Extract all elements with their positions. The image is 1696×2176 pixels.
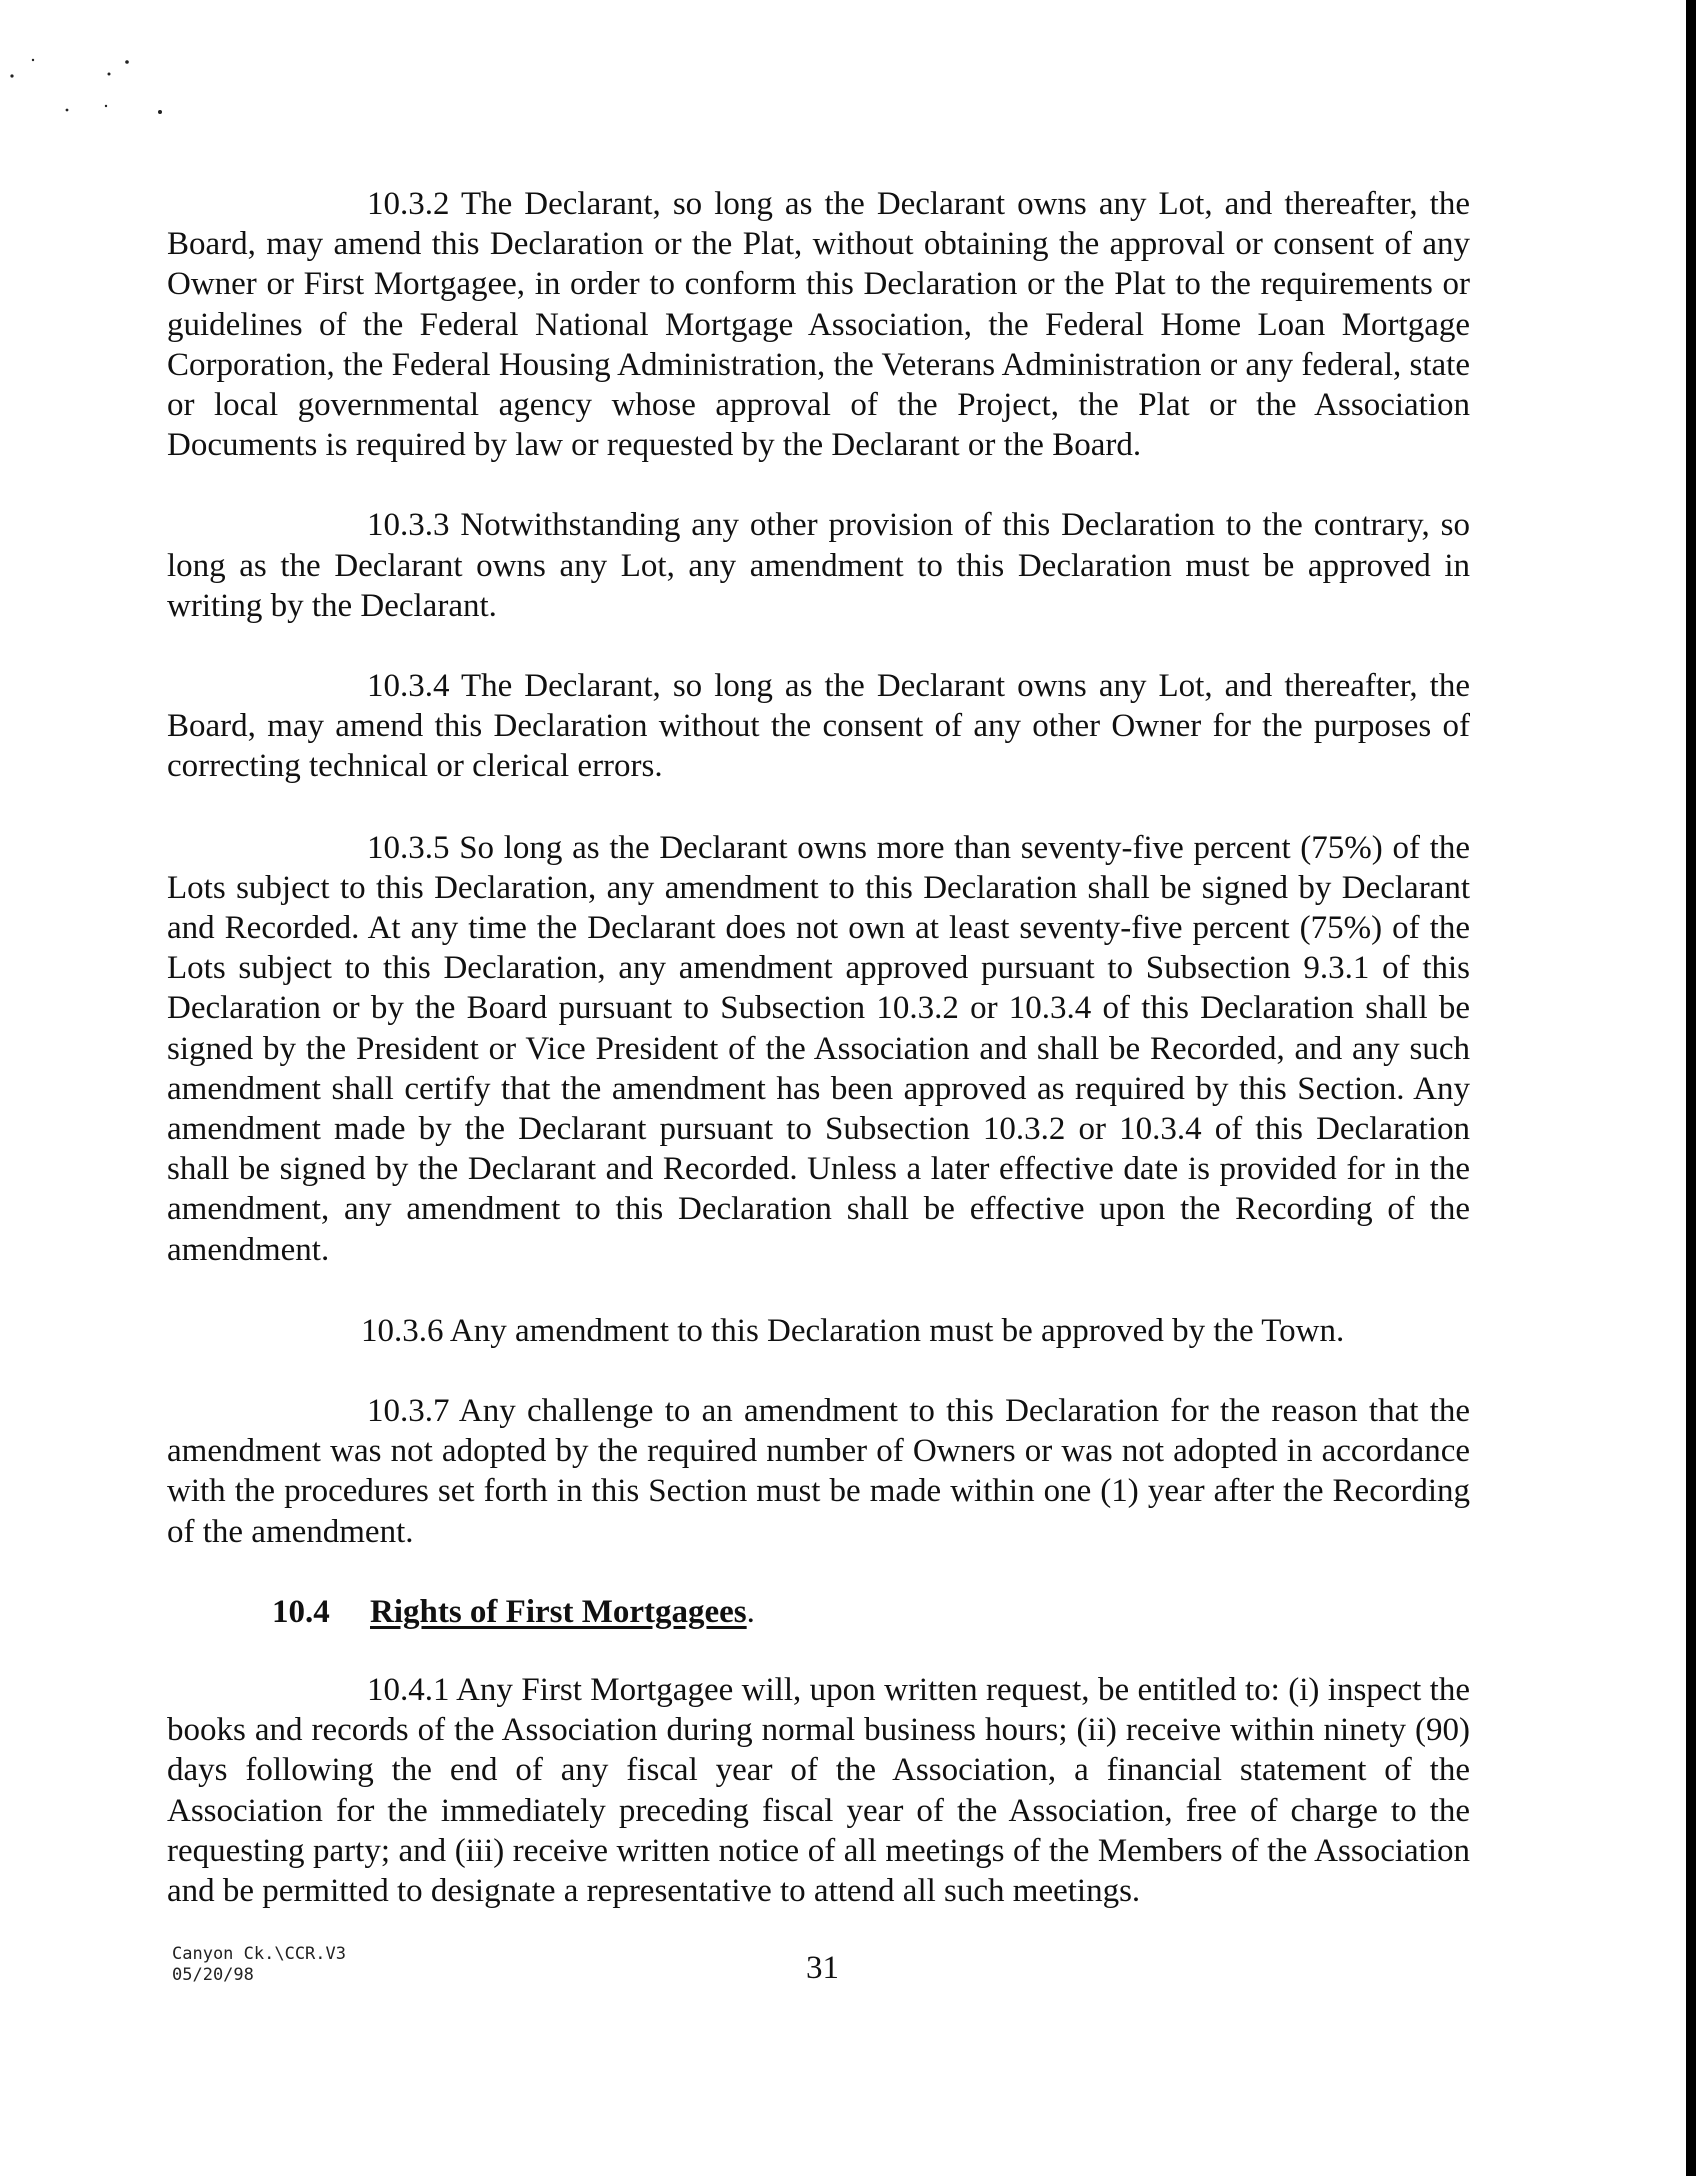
page-number: 31 bbox=[806, 1950, 839, 1986]
scan-edge-border bbox=[1686, 0, 1696, 2176]
paragraph-10-3-2: 10.3.2 The Declarant, so long as the Declarant owns any Lot, and thereafter, the Board, may amend this Declaration or the Plat, without obtaining the approval or consent of any Owner or First Mortgagee, in order to conform this Declaration or the Plat to the requirements or guidelines of the Federal National Mortgage Association, the Federal Home Loan Mortgage Corporation, the Federal Housing Administration, the Veterans Administration or any federal, state or local governmental agency whose approval of the Project, the Plat or the Association Documents is required by law or requested by the Declarant or the Board. bbox=[167, 186, 1470, 464]
section-title: Rights of First Mortgagees bbox=[370, 1593, 747, 1630]
scan-specks bbox=[0, 0, 200, 140]
section-heading-10-4 bbox=[167, 1592, 1470, 1632]
section-title-period: . bbox=[746, 1593, 755, 1630]
paragraph-10-3-6: 10.3.6 Any amendment to this Declaration must be approved by the Town. bbox=[361, 1312, 1345, 1349]
document-body bbox=[167, 184, 1470, 1911]
paragraph-10-3-5: 10.3.5 So long as the Declarant owns more than seventy-five percent (75%) of the Lots subject to this Declaration, any amendment to this Declaration shall be signed by Declarant and Recorded. At any time the Declarant does not own at least seventy-five percent (75%) of the Lots subject to this Declaration, any amendment approved pursuant to Subsection 9.3.1 of this Declaration or by the Board pursuant to Subsection 10.3.2 or 10.3.4 of this Declaration shall be signed by the President or Vice President of the Association and shall be Recorded, and any such amendment shall certify that the amendment has been approved as required by this Section. Any amendment made by the Declarant pursuant to Subsection 10.3.2 or 10.3.4 of this Declaration shall be signed by the Declarant and Recorded. Unless a later effective date is provided for in the amendment, any amendment to this Declaration shall be effective upon the Recording of the amendment. bbox=[167, 829, 1470, 1268]
footer-file-reference bbox=[172, 1944, 346, 1986]
footer-file-date: 05/20/98 bbox=[172, 1965, 254, 1985]
section-number: 10.4 bbox=[272, 1593, 330, 1630]
paragraph-10-3-3: 10.3.3 Notwithstanding any other provision of this Declaration to the contrary, so long as the Declarant owns any Lot, any amendment to this Declaration must be approved in writing by the Declarant. bbox=[167, 507, 1470, 624]
paragraph-10-4-1: 10.4.1 Any First Mortgagee will, upon written request, be entitled to: (i) inspect the books and records of the Association during normal business hours; (ii) receive within ninety (90) days following the end of any fiscal year of the Association, a financial statement of the Association for the immediately preceding fiscal year of the Association, free of charge to the requesting party; and (iii) receive written notice of all meetings of the Members of the Association and be permitted to designate a representative to attend all such meetings. bbox=[167, 1671, 1470, 1909]
footer-file-name: Canyon Ck.\CCR.V3 bbox=[172, 1944, 346, 1964]
paragraph-10-3-4: 10.3.4 The Declarant, so long as the Declarant owns any Lot, and thereafter, the Board, may amend this Declaration without the consent of any other Owner for the purposes of correcting technical or clerical errors. bbox=[167, 668, 1470, 785]
paragraph-10-3-7: 10.3.7 Any challenge to an amendment to this Declaration for the reason that the amendment was not adopted by the required number of Owners or was not adopted in accordance with the procedures set forth in this Section must be made within one (1) year after the Recording of the amendment. bbox=[167, 1393, 1470, 1550]
